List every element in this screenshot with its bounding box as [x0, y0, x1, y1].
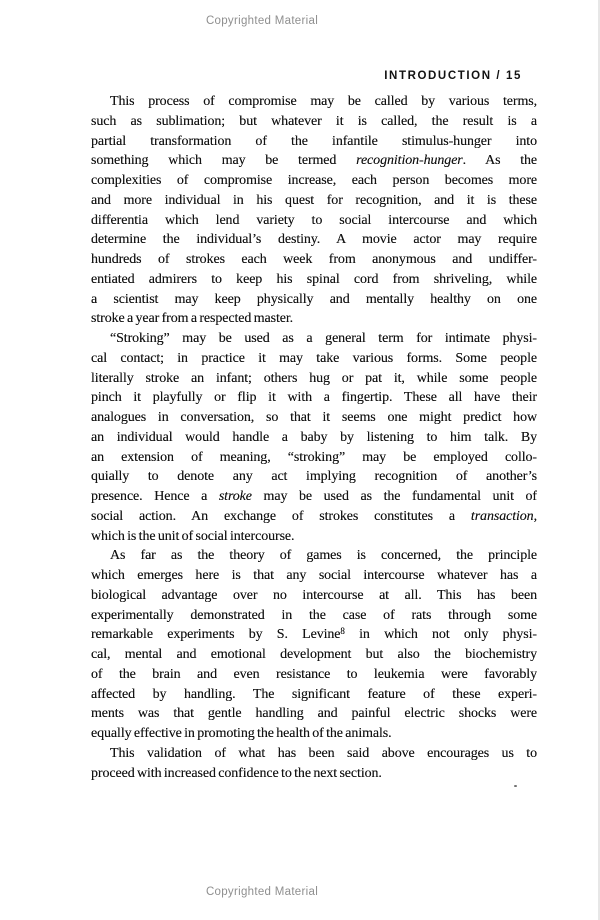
text-line: cal contact; in practice it may take various forms. Some people: [91, 350, 537, 366]
text-line: experimentally demonstrated in the case of rats through some: [91, 607, 537, 623]
text-line: “Stroking” may be used as a general term for intimate physi-: [110, 331, 537, 346]
text-line: an extension of meaning, “stroking” may be employed collo-: [91, 449, 537, 465]
text-line: and more individual in his quest for recognition, and it is these: [91, 192, 537, 208]
text-line: analogues in conversation, so that it seems one might predict how: [91, 410, 537, 425]
copyright-watermark-bottom: Copyrighted Material: [205, 886, 319, 898]
text-line: social action. An exchange of strokes constitutes a transaction,: [91, 508, 537, 524]
text-line: pinch it playfully or flip it with a fingertip. These all have their: [91, 390, 537, 406]
text-line: This process of compromise may be called by various terms,: [110, 94, 537, 109]
text-line: differentia which lend variety to social intercourse and which: [91, 212, 537, 228]
text-line: complexities of compromise increase, each person becomes more: [91, 173, 537, 188]
copyright-watermark-top: Copyrighted Material: [205, 15, 319, 27]
text-line: an individual would handle a baby by listening to him talk. By: [91, 429, 537, 445]
running-header: INTRODUCTION / 15: [384, 70, 522, 82]
text-line: As far as the theory of games is concerned, the principle: [110, 548, 537, 564]
text-line: entiated admirers to keep his spinal cord from shriveling, while: [91, 271, 537, 287]
text-line: literally stroke an infant; others hug or pat it, while some people: [91, 370, 537, 386]
text-line: biological advantage over no intercourse at all. This has been: [91, 587, 537, 603]
text-line: such as sublimation; but whatever it is called, the result is a: [91, 113, 537, 129]
page-text-block: [91, 92, 537, 783]
text-line: presence. Hence a stroke may be used as the fundamental unit of: [91, 489, 537, 504]
text-line: This validation of what has been said above encourages us to: [110, 745, 537, 761]
text-line: which is the unit of social intercourse.: [91, 528, 295, 544]
text-line: a scientist may keep physically and mentally healthy on one: [91, 291, 537, 307]
text-line: stroke a year from a respected master.: [91, 311, 294, 327]
text-line: proceed with increased confidence to the next section.: [91, 765, 382, 781]
text-line: equally effective in promoting the health of the animals.: [91, 726, 392, 741]
text-line: quially to denote any act implying recognition of another’s: [91, 469, 537, 485]
text-line: hundreds of strokes each week from anonymous and undiffer-: [91, 252, 537, 267]
text-line: remarkable experiments by S. Levine$^8$ in which not only physi-: [91, 626, 537, 643]
text-line: partial transformation of the infantile stimulus-hunger into: [91, 133, 537, 149]
text-line: determine the individual’s destiny. A movie actor may require: [91, 232, 537, 248]
text-line: cal, mental and emotional development but also the biochemistry: [91, 647, 537, 662]
text-line: something which may be termed recognition-hunger. As the: [91, 153, 537, 169]
text-line: affected by handling. The significant feature of these experi-: [91, 686, 537, 702]
text-line: ments was that gentle handling and painful electric shocks were: [91, 706, 537, 722]
text-line: which emerges here is that any social intercourse whatever has a: [91, 568, 537, 583]
print-artifact-dot: [514, 785, 517, 787]
text-line: of the brain and even resistance to leukemia were favorably: [91, 666, 537, 682]
